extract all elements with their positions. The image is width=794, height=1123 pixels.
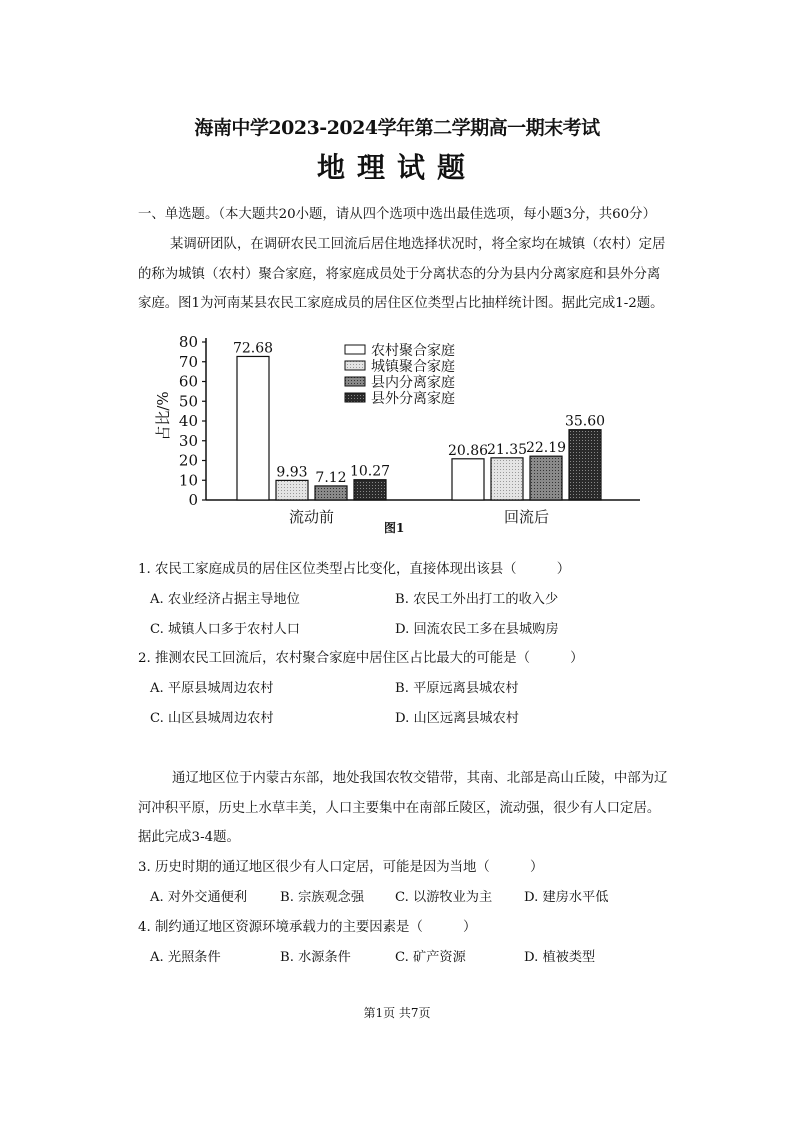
passage2-line1: 通辽地区位于内蒙古东部，地处我国农牧交错带，其南、北部是高山丘陵，中部为辽: [172, 771, 668, 786]
bar: [237, 356, 269, 500]
q4-option-a[interactable]: A. 光照条件: [150, 950, 221, 965]
q2-option-d[interactable]: D. 山区远离县城农村: [395, 711, 519, 726]
question-4-stem: 4. 制约通辽地区资源环境承载力的主要因素是（ ）: [138, 920, 477, 935]
q1-option-b[interactable]: B. 农民工外出打工的收入少: [395, 592, 559, 607]
legend-label: 城镇聚合家庭: [371, 359, 455, 375]
y-tick-label: 30: [178, 431, 198, 450]
data-label: 7.12: [315, 469, 347, 486]
section-heading: 一、单选题。（本大题共20小题，请从四个选项中选出最佳选项，每小题3分，共60分）: [138, 207, 656, 222]
q3-option-b[interactable]: B. 宗族观念强: [280, 890, 365, 905]
figure-caption: 图1: [384, 521, 405, 535]
y-tick-label: 20: [178, 451, 198, 470]
q2-option-b[interactable]: B. 平原远离县城农村: [395, 681, 519, 696]
legend-swatch: [345, 393, 365, 402]
data-label: 10.27: [349, 463, 391, 480]
legend-swatch: [345, 361, 365, 370]
passage2-line2: 河冲积平原，历史上水草丰美，人口主要集中在南部丘陵区，流动强，很少有人口定居。: [138, 801, 661, 816]
y-tick-label: 0: [188, 491, 198, 509]
legend-swatch: [345, 345, 365, 354]
legend-label: 县内分离家庭: [371, 375, 455, 391]
y-axis-label: 占比/%: [154, 391, 172, 441]
passage1-line1: 某调研团队，在调研农民工回流后居住地选择状况时，将全家均在城镇（农村）定居: [170, 237, 666, 252]
bar: [491, 458, 523, 500]
question-2-stem: 2. 推测农民工回流后，农村聚合家庭中居住区占比最大的可能是（ ）: [138, 651, 584, 666]
bar: [276, 480, 308, 500]
data-label: 9.93: [276, 464, 308, 481]
exam-title: 海南中学2023-2024学年第二学期高一期末考试: [194, 117, 600, 139]
data-label: 72.68: [232, 340, 274, 357]
passage2-line3: 据此完成3-4题。: [138, 830, 240, 845]
passage1-line3: 家庭。图1为河南某县农民工家庭成员的居住区位类型占比抽样统计图。据此完成1-2题。: [138, 296, 664, 311]
data-label: 35.60: [564, 413, 606, 430]
passage1-line2: 的称为城镇（农村）聚合家庭，将家庭成员处于分离状态的分为县内分离家庭和县外分离: [138, 267, 661, 282]
bar: [354, 480, 386, 500]
question-1-stem: 1. 农民工家庭成员的居住区位类型占比变化，直接体现出该县（ ）: [138, 562, 571, 577]
q2-option-c[interactable]: C. 山区县城周边农村: [150, 711, 274, 726]
data-label: 20.86: [447, 442, 489, 459]
y-tick-label: 80: [178, 333, 198, 351]
legend-label: 县外分离家庭: [371, 391, 455, 407]
q1-option-c[interactable]: C. 城镇人口多于农村人口: [150, 622, 300, 637]
figure-1-chart: [140, 325, 660, 535]
y-tick-label: 70: [178, 352, 198, 371]
page-number: 第1页 共7页: [363, 1006, 431, 1020]
x-category-label: 流动前: [288, 508, 335, 526]
q4-option-d[interactable]: D. 植被类型: [524, 950, 596, 965]
bar: [530, 456, 562, 500]
q4-option-b[interactable]: B. 水源条件: [280, 950, 351, 965]
q3-option-c[interactable]: C. 以游牧业为主: [395, 890, 493, 905]
bar: [452, 459, 484, 500]
legend-label: 农村聚合家庭: [371, 343, 455, 359]
q2-option-a[interactable]: A. 平原县城周边农村: [150, 681, 274, 696]
y-tick-label: 50: [178, 392, 198, 411]
question-3-stem: 3. 历史时期的通辽地区很少有人口定居，可能是因为当地（ ）: [138, 860, 544, 875]
y-tick-label: 60: [178, 372, 198, 391]
x-category-label: 回流后: [503, 508, 550, 526]
data-label: 21.35: [486, 441, 528, 458]
data-label: 22.19: [525, 440, 567, 457]
bar: [569, 430, 601, 500]
q1-option-a[interactable]: A. 农业经济占据主导地位: [150, 592, 300, 607]
q3-option-d[interactable]: D. 建房水平低: [524, 890, 609, 905]
y-tick-label: 10: [178, 471, 198, 490]
q4-option-c[interactable]: C. 矿产资源: [395, 950, 466, 965]
bar: [315, 486, 347, 500]
q1-option-d[interactable]: D. 回流农民工多在县城购房: [395, 622, 559, 637]
y-tick-label: 40: [178, 412, 198, 430]
q3-option-a[interactable]: A. 对外交通便利: [150, 890, 248, 905]
subject-title: 地理试题: [316, 151, 477, 184]
legend-swatch: [345, 377, 365, 386]
